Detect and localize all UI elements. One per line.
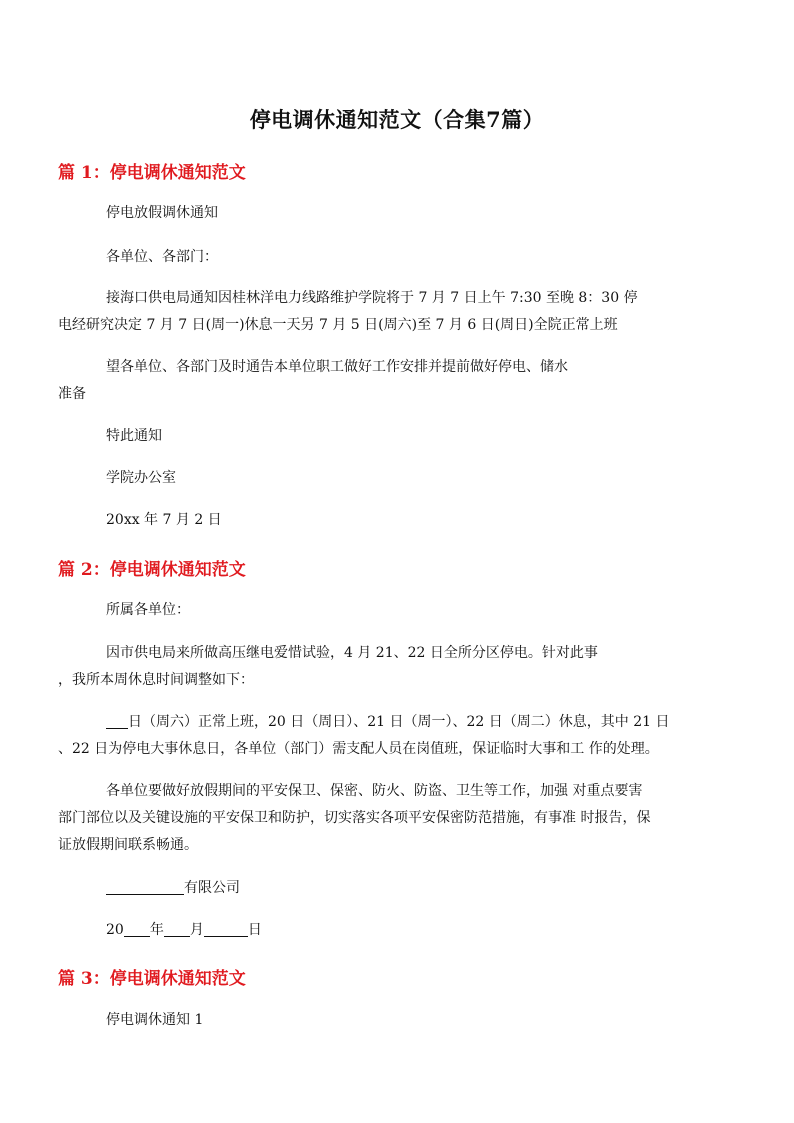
paragraph [58, 831, 748, 860]
paragraph-text: 日（周六）正常上班，20 日（周日）、21 日（周一）、22 日（周二）休息，其中 21 日 [128, 714, 670, 730]
paragraph [58, 284, 748, 313]
blank-line [106, 877, 184, 895]
blank-line [124, 919, 150, 937]
paragraph-text: 特此通知 [106, 428, 162, 444]
paragraph-text: 准备 [58, 386, 86, 402]
paragraph-text: 20xx 年 7 月 2 日 [106, 512, 222, 528]
paragraph [58, 422, 748, 451]
paragraph-text: 年 [149, 922, 164, 938]
paragraph-text: 、22 日为停电大事休息日，各单位（部门）需支配人员在岗值班，保证临时大事和工 作的处理。 [58, 741, 659, 757]
blank-line [204, 919, 248, 937]
paragraph-text: 日 [247, 922, 262, 938]
paragraph-text: 学院办公室 [106, 470, 176, 486]
section-2-heading: 篇 2：停电调休通知范文 [58, 560, 246, 580]
paragraph [58, 506, 748, 535]
paragraph-text: 停电调休通知 1 [106, 1012, 204, 1028]
paragraph-text: 接海口供电局通知因桂林洋电力线路维护学院将于 7 月 7 日上午 7:30 至晚 8：30 停 [106, 290, 638, 306]
paragraph [58, 353, 748, 382]
paragraph [58, 804, 748, 833]
paragraph [58, 380, 748, 409]
paragraph [58, 199, 748, 228]
paragraph-text: 因市供电局来所做高压继电爱惜试验，4 月 21、22 日全所分区停电。针对此事 [106, 645, 598, 661]
paragraph [58, 639, 748, 668]
paragraph-text: 各单位、各部门： [106, 249, 218, 265]
paragraph [58, 735, 748, 764]
paragraph [58, 666, 748, 695]
blank-line [164, 919, 190, 937]
paragraph-text: 电经研究决定 7 月 7 日(周一)休息一天另 7 月 5 日(周六)至 7 月 6 日(周日)全院正常上班 [58, 317, 618, 333]
paragraph-text: ，我所本周休息时间调整如下： [58, 672, 254, 688]
blank-line [106, 711, 128, 729]
paragraph [58, 243, 748, 272]
paragraph [58, 874, 748, 903]
document-title: 停电调休通知范文（合集7篇） [249, 107, 545, 132]
paragraph [58, 708, 748, 737]
paragraph [58, 464, 748, 493]
paragraph [58, 916, 748, 945]
paragraph [58, 596, 748, 625]
section-1-heading: 篇 1：停电调休通知范文 [58, 163, 246, 183]
paragraph [58, 311, 748, 340]
paragraph-text: 20 [106, 922, 124, 938]
paragraph-text: 各单位要做好放假期间的平安保卫、保密、防火、防盗、卫生等工作，加强 对重点要害 [106, 783, 643, 799]
paragraph-text: 证放假期间联系畅通。 [58, 837, 198, 853]
paragraph [58, 1006, 748, 1035]
paragraph-text: 望各单位、各部门及时通告本单位职工做好工作安排并提前做好停电、储水 [106, 359, 568, 375]
paragraph [58, 777, 748, 806]
paragraph-text: 月 [189, 922, 204, 938]
paragraph-text: 部门部位以及关键设施的平安保卫和防护，切实落实各项平安保密防范措施，有事准 时报告，保 [58, 810, 651, 826]
paragraph-text: 停电放假调休通知 [106, 205, 218, 221]
paragraph-text: 有限公司 [184, 880, 240, 896]
section-3-heading: 篇 3：停电调休通知范文 [58, 969, 246, 989]
paragraph-text: 所属各单位： [106, 602, 190, 618]
